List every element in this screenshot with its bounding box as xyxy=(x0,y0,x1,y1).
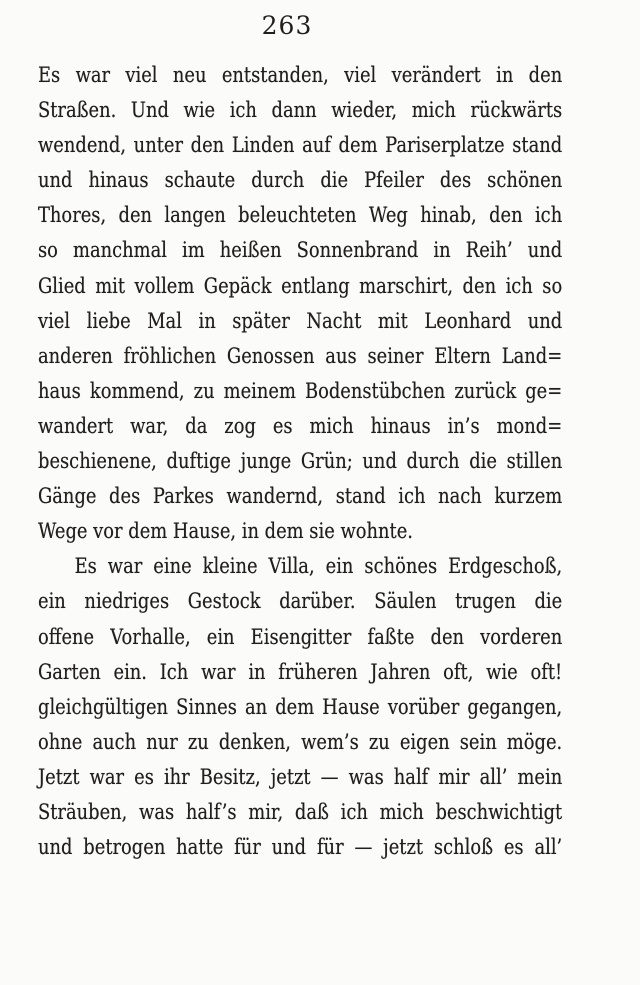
text-line: und hinaus schaute durch die Pfeiler des schönen xyxy=(38,168,563,193)
text-line: Thores, den langen beleuchteten Weg hinab, den ich xyxy=(38,203,563,228)
text-line: ohne auch nur zu denken, wem’s zu eigen sein möge. xyxy=(38,729,563,754)
text-line: Gänge des Parkes wandernd, stand ich nach kurzem xyxy=(38,484,563,509)
text-line: wandert war, da zog es mich hinaus in’s mond= xyxy=(38,413,563,438)
text-line: Straßen. Und wie ich dann wieder, mich rückwärts xyxy=(38,98,563,123)
text-line-paragraph-end: Wege vor dem Hause, in dem sie wohnte. xyxy=(38,519,413,544)
text-line-paragraph-start: Es war eine kleine Villa, ein schönes Erdgeschoß, xyxy=(74,554,563,579)
text-line: Sträuben, was half’s mir, daß ich mich beschwichtigt xyxy=(38,799,563,824)
text-line: Es war viel neu entstanden, viel verändert in den xyxy=(38,63,563,87)
text-line: beschienene, duftige junge Grün; und durch die stillen xyxy=(38,449,563,474)
text-line: Garten ein. Ich war in früheren Jahren oft, wie oft! xyxy=(38,659,563,684)
text-line: offene Vorhalle, ein Eisengitter faßte den vorderen xyxy=(38,624,563,649)
text-line: und betrogen hatte für und für — jetzt schloß es all’ xyxy=(38,835,563,860)
text-line: Jetzt war es ihr Besitz, jetzt — was half mir all’ mein xyxy=(38,764,563,789)
text-line: Glied mit vollem Gepäck entlang marschirt, den ich so xyxy=(38,273,563,298)
text-line: wendend, unter den Linden auf dem Pariserplatze stand xyxy=(38,133,563,158)
text-line: gleichgültigen Sinnes an dem Hause vorüber gegangen, xyxy=(38,694,563,719)
text-line: viel liebe Mal in später Nacht mit Leonhard und xyxy=(38,308,563,333)
text-line: anderen fröhlichen Genossen aus seiner Eltern Land= xyxy=(38,343,563,368)
page-number: 263 xyxy=(261,11,313,40)
text-line: so manchmal im heißen Sonnenbrand in Reih’ und xyxy=(38,238,563,263)
page-text xyxy=(38,58,640,865)
text-line: ein niedriges Gestock darüber. Säulen trugen die xyxy=(38,589,563,614)
text-line: haus kommend, zu meinem Bodenstübchen zurück ge= xyxy=(38,378,563,403)
